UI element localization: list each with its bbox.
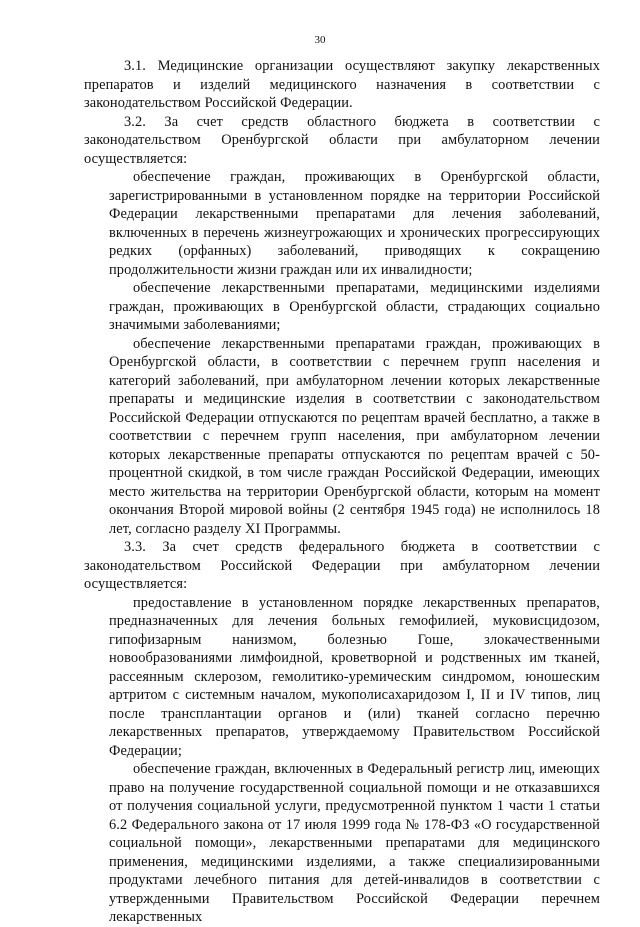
paragraph-3-3: 3.3. За счет средств федерального бюджета в соответствии с законодательством Российской Федерации при амбулаторном лечении осуществляется: bbox=[84, 539, 600, 592]
list-item-population-groups: обеспечение лекарственными препаратами граждан, проживающих в Оренбургской области, в соответствии с перечнем групп населения и категорий заболеваний, при амбулаторном лечении которых лекарственные препараты и медицинские изделия в соответствии с законодательством Российской Федерации отпускаются по рецептам врачей бесплатно, а также в соответствии с перечнем групп населения, при амбулаторном лечении которых лекарственные препараты отпускаются по рецептам врачей с 50-процентной скидкой, в том числе граждан Российской Федерации, имеющих место жительства на территории Оренбургской области, которым на момент окончания Второй мировой войны (2 сентября 1945 года) не исполнилось 18 лет, согласно разделу XI Программы. bbox=[109, 335, 600, 537]
list-item-federal-drugs: предоставление в установленном порядке лекарственных препаратов, предназначенных для лечения больных гемофилией, муковисцидозом, гипофизарным нанизмом, болезнью Гоше, злокачественными новообразованиями лимфоидной, кроветворной и родственных им тканей, рассеянным склерозом, гемолитико-уремическим синдромом, юношеским артритом с системным началом, мукополисахаридозом I, II и IV типов, лиц после трансплантации органов и (или) тканей согласно перечню лекарственных препаратов, утверждаемому Правительством Российской Федерации; bbox=[109, 594, 600, 759]
list-item-socially-significant: обеспечение лекарственными препаратами, медицинскими изделиями граждан, проживающих в Оренбургской области, страдающих социально значимыми заболеваниями; bbox=[109, 280, 600, 333]
list-item-federal-register: обеспечение граждан, включенных в Федеральный регистр лиц, имеющих право на получение государственной социальной помощи и не отказавшихся от получения социальной услуги, предусмотренной пунктом 1 части 1 статьи 6.2 Федерального закона от 17 июля 1999 года № 178-ФЗ «О государственной социальной помощи», лекарственными препаратами для медицинского применения, медицинскими изделиями, а также специализированными продуктами лечебного питания для детей-инвалидов в соответствии с утвержденными Правительством Российской Федерации перечнем лекарственных bbox=[109, 761, 600, 925]
paragraph-3-2: 3.2. За счет средств областного бюджета в соответствии с законодательством Оренбургской области при амбулаторном лечении осуществляется: bbox=[84, 113, 600, 167]
page-number: 30 bbox=[314, 34, 326, 46]
paragraph-3-1: 3.1. Медицинские организации осуществляют закупку лекарственных препаратов и изделий медицинского назначения в соответствии с законодательством Российской Федерации. bbox=[84, 58, 600, 111]
list-item-orphan-diseases: обеспечение граждан, проживающих в Оренбургской области, зарегистрированными в установленном порядке на территории Российской Федерации лекарственными препаратами для лечения заболеваний, включенных в перечень жизнеугрожающих и хронических прогрессирующих редких (орфанных) заболеваний, приводящих к сокращению продолжительности жизни граждан или их инвалидности; bbox=[109, 169, 600, 278]
document-body bbox=[84, 57, 600, 927]
